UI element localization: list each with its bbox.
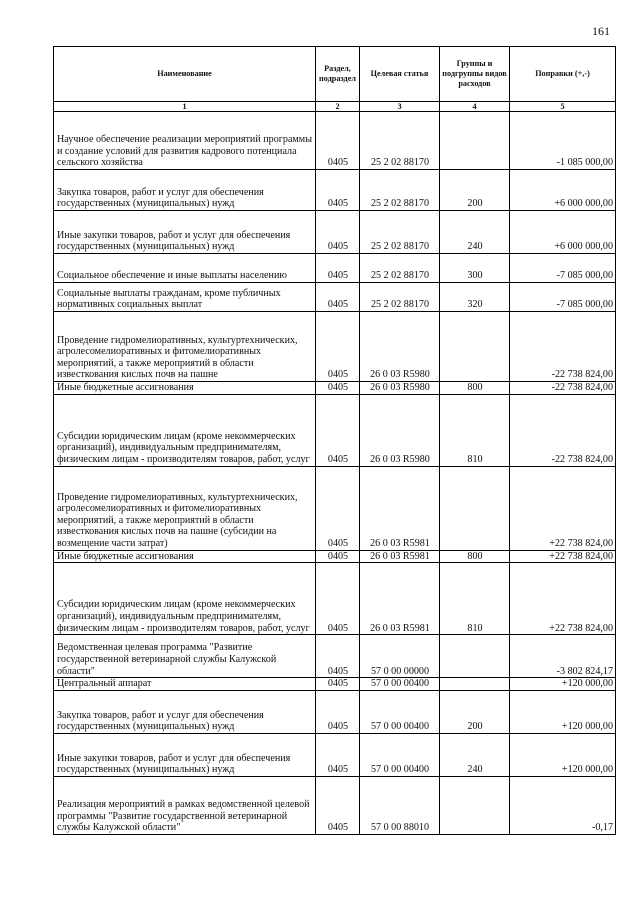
row-name: Субсидии юридическим лицам (кроме некоммерческих организаций), индивидуальным предпринимателям, физическим лицам - производителям товаров, работ, услуг bbox=[54, 394, 316, 466]
table-row bbox=[54, 312, 616, 382]
table-row bbox=[54, 678, 616, 691]
column-number: 3 bbox=[360, 102, 440, 112]
row-amount: -22 738 824,00 bbox=[510, 394, 616, 466]
column-number: 4 bbox=[440, 102, 510, 112]
row-section: 0405 bbox=[316, 211, 360, 254]
row-article: 26 0 03 R5981 bbox=[360, 563, 440, 635]
row-group bbox=[440, 466, 510, 550]
header-group: Группы и подгруппы видов расходов bbox=[440, 47, 510, 102]
row-group: 810 bbox=[440, 563, 510, 635]
row-name: Ведомственная целевая программа "Развитие государственной ветеринарной службы Калужской области" bbox=[54, 635, 316, 678]
table-row bbox=[54, 550, 616, 563]
column-number: 1 bbox=[54, 102, 316, 112]
table-row bbox=[54, 635, 616, 678]
table-row bbox=[54, 776, 616, 834]
row-name: Иные бюджетные ассигнования bbox=[54, 550, 316, 563]
table-row bbox=[54, 394, 616, 466]
table-header-row bbox=[54, 47, 616, 102]
row-article: 57 0 00 00400 bbox=[360, 733, 440, 776]
row-group bbox=[440, 678, 510, 691]
row-group: 320 bbox=[440, 283, 510, 312]
column-number-row bbox=[54, 102, 616, 112]
row-amount: +6 000 000,00 bbox=[510, 170, 616, 211]
row-amount: -7 085 000,00 bbox=[510, 254, 616, 283]
row-amount: +120 000,00 bbox=[510, 678, 616, 691]
row-name: Проведение гидромелиоративных, культуртехнических, агролесомелиоративных и фитомелиоративных мероприятий, а также мероприятий в области известкования кислых почв на пашне bbox=[54, 312, 316, 382]
header-section: Раздел, подраздел bbox=[316, 47, 360, 102]
row-section: 0405 bbox=[316, 550, 360, 563]
header-name: Наименование bbox=[54, 47, 316, 102]
row-name: Социальное обеспечение и иные выплаты населению bbox=[54, 254, 316, 283]
row-name: Проведение гидромелиоративных, культуртехнических, агролесомелиоративных и фитомелиоративных мероприятий, а также мероприятий в области известкования кислых почв на пашне (субсидии на возмещение части затрат) bbox=[54, 466, 316, 550]
row-article: 57 0 00 00400 bbox=[360, 690, 440, 733]
row-name: Закупка товаров, работ и услуг для обеспечения государственных (муниципальных) нужд bbox=[54, 170, 316, 211]
row-section: 0405 bbox=[316, 283, 360, 312]
row-article: 25 2 02 88170 bbox=[360, 170, 440, 211]
row-group: 240 bbox=[440, 211, 510, 254]
row-amount: -1 085 000,00 bbox=[510, 112, 616, 170]
row-name: Центральный аппарат bbox=[54, 678, 316, 691]
table-row bbox=[54, 112, 616, 170]
row-section: 0405 bbox=[316, 733, 360, 776]
row-amount: +120 000,00 bbox=[510, 733, 616, 776]
row-article: 26 0 03 R5981 bbox=[360, 550, 440, 563]
row-section: 0405 bbox=[316, 170, 360, 211]
row-amount: -7 085 000,00 bbox=[510, 283, 616, 312]
row-article: 25 2 02 88170 bbox=[360, 283, 440, 312]
page-number: 161 bbox=[592, 24, 610, 38]
row-group bbox=[440, 635, 510, 678]
row-group: 800 bbox=[440, 550, 510, 563]
row-name: Научное обеспечение реализации мероприятий программы и создание условий для развития кадрового потенциала сельского хозяйства bbox=[54, 112, 316, 170]
table-row bbox=[54, 170, 616, 211]
header-amendment: Поправки (+,-) bbox=[510, 47, 616, 102]
row-amount: +22 738 824,00 bbox=[510, 563, 616, 635]
row-section: 0405 bbox=[316, 690, 360, 733]
column-number: 5 bbox=[510, 102, 616, 112]
row-section: 0405 bbox=[316, 112, 360, 170]
row-article: 57 0 00 00000 bbox=[360, 635, 440, 678]
column-number: 2 bbox=[316, 102, 360, 112]
row-group: 200 bbox=[440, 690, 510, 733]
row-section: 0405 bbox=[316, 776, 360, 834]
row-group: 240 bbox=[440, 733, 510, 776]
row-article: 25 2 02 88170 bbox=[360, 254, 440, 283]
row-amount: +120 000,00 bbox=[510, 690, 616, 733]
row-group bbox=[440, 312, 510, 382]
row-amount: -22 738 824,00 bbox=[510, 312, 616, 382]
row-name: Субсидии юридическим лицам (кроме некоммерческих организаций), индивидуальным предпринимателям, физическим лицам - производителям товаров, работ, услуг bbox=[54, 563, 316, 635]
row-section: 0405 bbox=[316, 466, 360, 550]
table-row bbox=[54, 283, 616, 312]
row-article: 25 2 02 88170 bbox=[360, 211, 440, 254]
row-article: 26 0 03 R5981 bbox=[360, 466, 440, 550]
row-section: 0405 bbox=[316, 254, 360, 283]
header-article: Целевая статья bbox=[360, 47, 440, 102]
table-row bbox=[54, 211, 616, 254]
row-article: 26 0 03 R5980 bbox=[360, 382, 440, 395]
row-section: 0405 bbox=[316, 563, 360, 635]
row-name: Социальные выплаты гражданам, кроме публичных нормативных социальных выплат bbox=[54, 283, 316, 312]
row-article: 26 0 03 R5980 bbox=[360, 394, 440, 466]
table-row bbox=[54, 466, 616, 550]
row-group bbox=[440, 776, 510, 834]
row-amount: -3 802 824,17 bbox=[510, 635, 616, 678]
table-row bbox=[54, 563, 616, 635]
row-name: Иные бюджетные ассигнования bbox=[54, 382, 316, 395]
row-article: 57 0 00 88010 bbox=[360, 776, 440, 834]
row-article: 26 0 03 R5980 bbox=[360, 312, 440, 382]
row-amount: -22 738 824,00 bbox=[510, 382, 616, 395]
row-section: 0405 bbox=[316, 678, 360, 691]
row-group: 300 bbox=[440, 254, 510, 283]
row-group: 800 bbox=[440, 382, 510, 395]
row-amount: +22 738 824,00 bbox=[510, 466, 616, 550]
budget-amendments-table bbox=[53, 46, 616, 835]
table-row bbox=[54, 382, 616, 395]
table-row bbox=[54, 254, 616, 283]
row-group bbox=[440, 112, 510, 170]
row-amount: -0,17 bbox=[510, 776, 616, 834]
row-name: Иные закупки товаров, работ и услуг для обеспечения государственных (муниципальных) нужд bbox=[54, 211, 316, 254]
row-section: 0405 bbox=[316, 394, 360, 466]
table-row bbox=[54, 733, 616, 776]
row-article: 57 0 00 00400 bbox=[360, 678, 440, 691]
row-name: Реализация мероприятий в рамках ведомственной целевой программы "Развитие государственной ветеринарной службы Калужской области" bbox=[54, 776, 316, 834]
row-section: 0405 bbox=[316, 635, 360, 678]
row-group: 200 bbox=[440, 170, 510, 211]
row-amount: +6 000 000,00 bbox=[510, 211, 616, 254]
row-name: Иные закупки товаров, работ и услуг для обеспечения государственных (муниципальных) нужд bbox=[54, 733, 316, 776]
row-section: 0405 bbox=[316, 312, 360, 382]
row-name: Закупка товаров, работ и услуг для обеспечения государственных (муниципальных) нужд bbox=[54, 690, 316, 733]
row-section: 0405 bbox=[316, 382, 360, 395]
row-article: 25 2 02 88170 bbox=[360, 112, 440, 170]
row-group: 810 bbox=[440, 394, 510, 466]
row-amount: +22 738 824,00 bbox=[510, 550, 616, 563]
table-row bbox=[54, 690, 616, 733]
